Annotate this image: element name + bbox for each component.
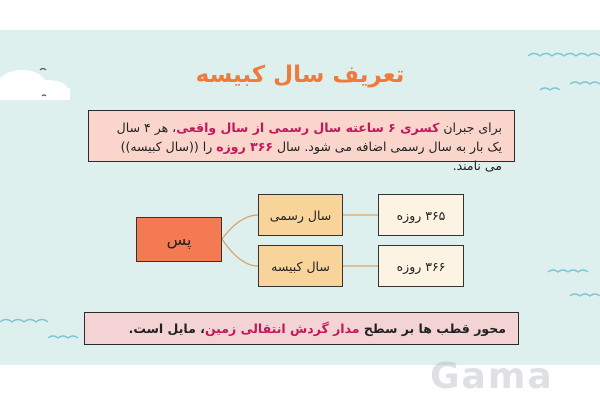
- definition-highlight: کسری ۶ ساعته سال رسمی از سال واقعی: [176, 120, 440, 135]
- definition-text: را ((سال کبیسه)) می نامند.: [120, 139, 502, 173]
- diagram-days-box-366: [378, 245, 464, 287]
- diagram-type-box-leap: [258, 245, 343, 287]
- diagram-type-box-official: [258, 194, 343, 236]
- diagram-type-label: سال رسمی: [269, 207, 332, 223]
- note-highlight: مدار گردش انتقالی زمین: [204, 321, 360, 336]
- slide-title: تعریف سال کبیسه: [195, 62, 405, 88]
- diagram-root-box: [136, 217, 222, 262]
- definition-text: برای جبران: [439, 120, 502, 135]
- wave-decoration: [548, 270, 600, 296]
- diagram-days-label: ۳۶۶ روزه: [396, 258, 446, 274]
- diagram-root-label: پس: [166, 230, 192, 249]
- note-box: [84, 312, 519, 345]
- note-text: ، مایل است.: [128, 321, 205, 336]
- definition-box: [88, 110, 515, 173]
- watermark-logo: Gama: [430, 356, 554, 397]
- definition-text: ، هر ۴ سال یک بار به سال رسمی اضافه می شود. سال: [116, 120, 502, 154]
- diagram-days-label: ۳۶۵ روزه: [396, 207, 446, 223]
- diagram-days-box-365: [378, 194, 464, 236]
- diagram-type-label: سال کبیسه: [271, 258, 330, 274]
- wave-decoration: [0, 320, 78, 339]
- definition-highlight: ۳۶۶ روزه: [216, 139, 274, 154]
- note-text: محور قطب ها بر سطح: [359, 321, 506, 336]
